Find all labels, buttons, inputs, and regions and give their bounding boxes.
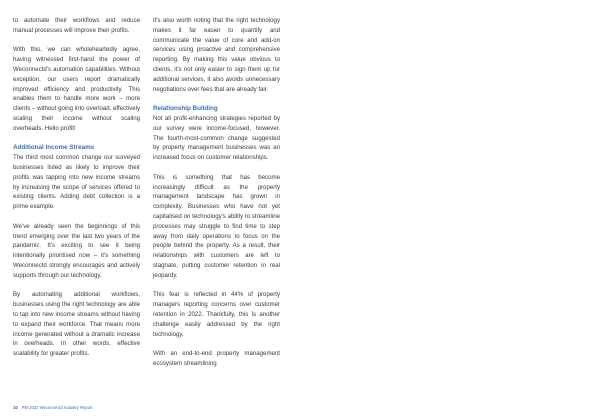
right-paragraph-1: It's also worth noting that the right technology makes it far easier to quantify and communicate the value of core and add-on services using proactive and comprehensive reporting. By making this value obvious to clients, it's not only easier to sign them up for additional services, it also avoids unnecessary negotiations over fees that are already fair.	[153, 17, 280, 93]
left-paragraph-3: The third most common change our surveyed businesses listed as likely to improve their profits was tapping into new income streams by increasing the scope of services offered to existing clients. Adding debt collection is a prime example.	[13, 154, 140, 211]
right-paragraph-3: This is something that has become increasingly difficult as the property management landscape has grown in complexity. Businesses who have not yet capitalised on technology's ability to streamline processes may struggle to find time to step away from daily operations to focus on the people behind the property. As a result, their relationships with customers are left to stagnate, putting customer retention in real jeopardy.	[153, 173, 280, 279]
heading-relationship-building: Relationship Building	[153, 105, 218, 113]
right-paragraph-4: This fear is reflected in 44% of property managers reporting concerns over customer retention in 2022. Thankfully, this is another challenge easily addressed by the right technology.	[153, 291, 280, 338]
right-paragraph-5: With an end-to-end property management ecosystem streamlining	[153, 350, 280, 367]
page-footer	[13, 405, 93, 411]
right-column	[153, 16, 280, 378]
right-paragraph-2: Not all profit-enhancing strategies reported by our survey were income-focused, however. The fourth-most-common change suggested by property management businesses was an increased focus on customer relationships.	[153, 114, 280, 162]
left-paragraph-4: We've already seen the beginnings of this trend emerging over the last two years of the pandemic. It's exciting to see it being intentionally prioritised now – it's something Weconnectd strongly encourages and actively supports through our technology.	[13, 222, 140, 279]
left-paragraph-5: By automating additional workflows, businesses using the right technology are able to tap into new income streams without having to expand their workforce. That means more income generated without a dramatic increase in overheads. In other words, effective scalability for greater profits.	[13, 291, 140, 358]
left-column	[13, 16, 140, 369]
left-paragraph-1: to automate their workflows and reduce manual processes will improve their profits.	[13, 17, 140, 34]
left-paragraph-2: With this, we can wholeheartedly agree, having witnessed first-hand the power of Weconnectd's automation capabilities. Without exception, our users report dramatically improved efficiency and productivity. This enables them to handle more work – more clients – without going into overload, effectively scaling their income without scaling overheads. Hello profit!	[13, 46, 140, 132]
page-number: 10	[13, 405, 18, 410]
footer-title: PM 2022 Weconnectd Industry Report	[21, 405, 93, 410]
heading-additional-income-streams: Additional Income Streams	[13, 144, 95, 152]
